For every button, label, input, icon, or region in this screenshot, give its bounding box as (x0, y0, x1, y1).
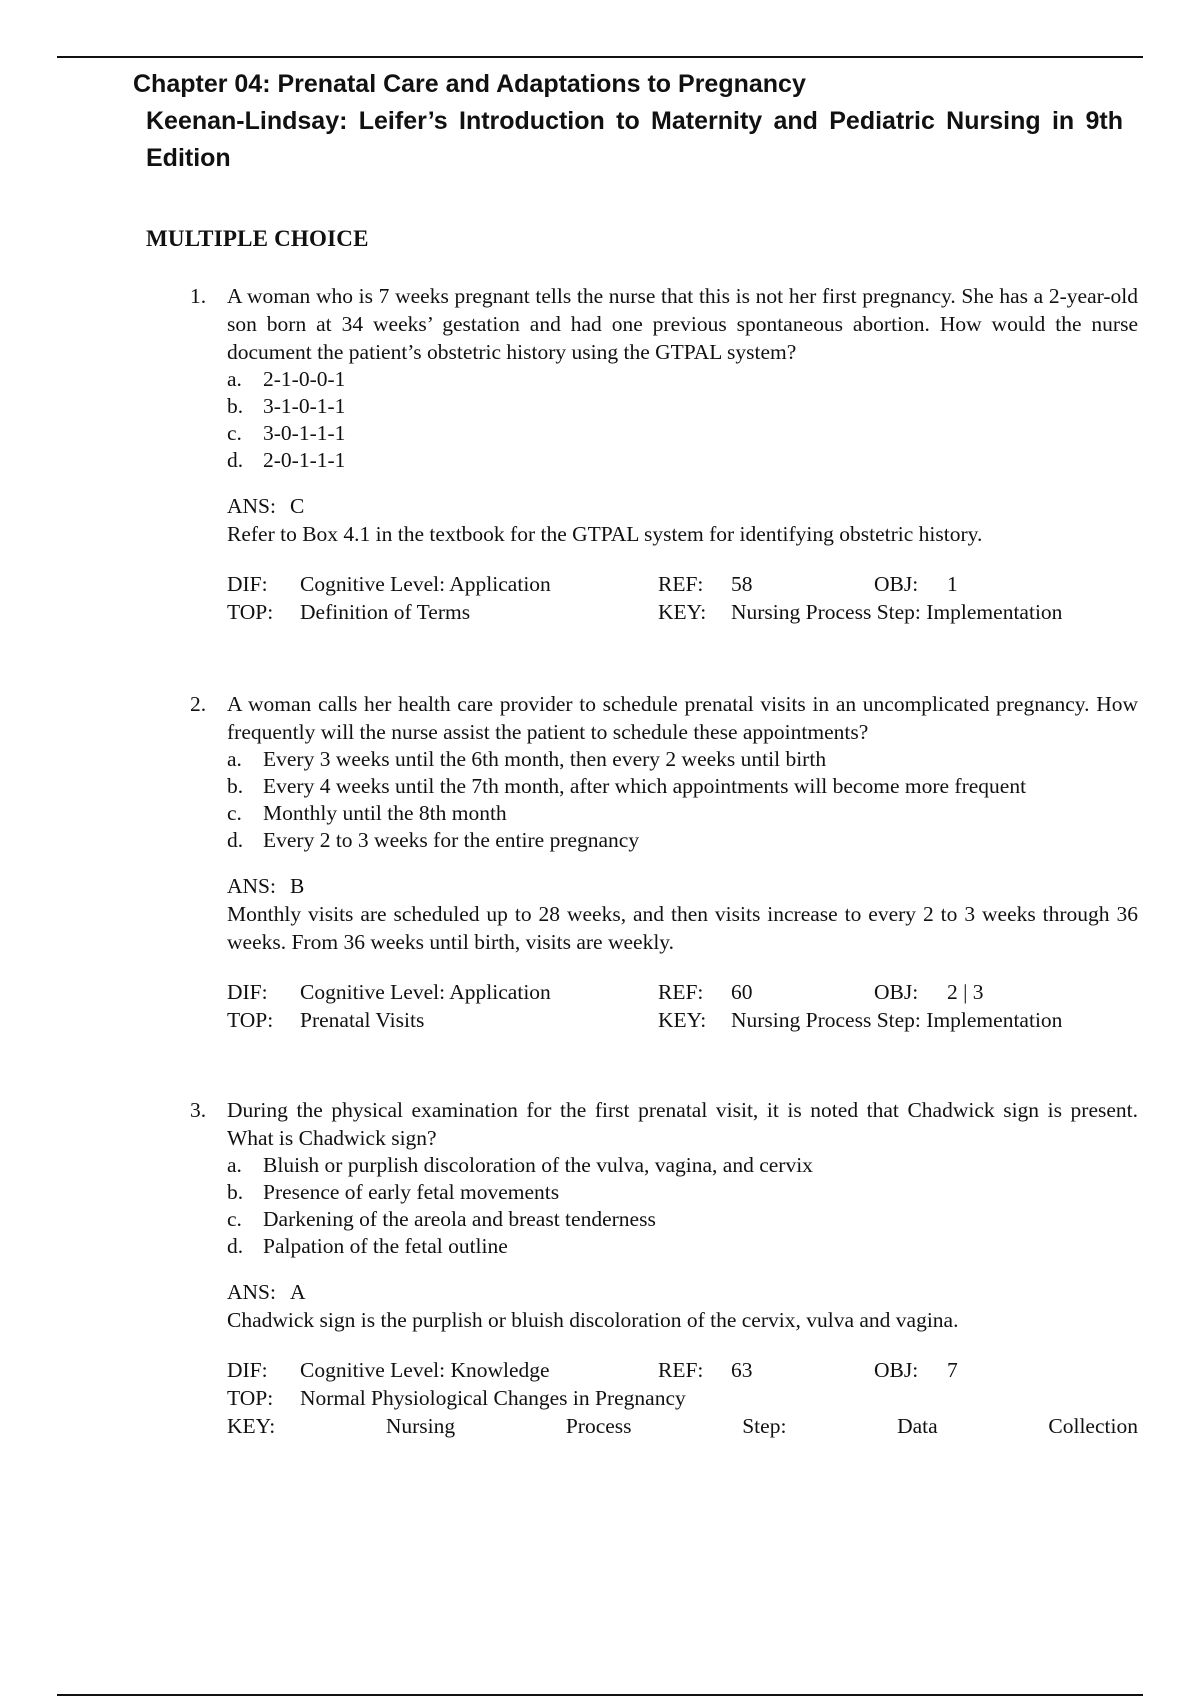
question-3 (190, 1096, 1138, 1440)
top-label: TOP: (227, 1386, 274, 1410)
answer-block (190, 872, 1138, 956)
option-text: 2-0-1-1-1 (263, 448, 346, 472)
top-value: Prenatal Visits (300, 1008, 425, 1032)
section-heading: MULTIPLE CHOICE (146, 226, 369, 251)
option-d (227, 827, 1138, 854)
answer-options (190, 366, 1138, 474)
obj-value: 2 | 3 (947, 980, 984, 1004)
question-1 (190, 282, 1138, 626)
ans-label: ANS: (227, 874, 276, 898)
option-b (227, 393, 1138, 420)
answer-line (227, 492, 1138, 520)
obj-label: OBJ: (874, 572, 919, 596)
dif-label: DIF: (227, 980, 268, 1004)
meta-row-dif (227, 1356, 1138, 1384)
option-letter: d. (227, 448, 244, 472)
option-text: Every 2 to 3 weeks for the entire pregnancy (263, 828, 640, 852)
key-label: KEY: (227, 1414, 276, 1438)
option-text: Monthly until the 8th month (263, 801, 507, 825)
answer-options (190, 746, 1138, 854)
option-b (227, 1179, 1138, 1206)
option-text: Bluish or purplish discoloration of the vulva, vagina, and cervix (263, 1153, 813, 1177)
question-text: During the physical examination for the first prenatal visit, it is noted that Chadwick sign is present. What is Chadwick sign? (227, 1098, 1138, 1150)
question-stem (190, 690, 1138, 746)
book-subtitle: Keenan-Lindsay: Leifer’s Introduction to Maternity and Pediatric Nursing in 9th Edition (146, 107, 1123, 172)
question-stem (190, 1096, 1138, 1152)
answer-value: A (289, 1280, 306, 1304)
option-c (227, 1206, 1138, 1233)
question-2 (190, 690, 1138, 1034)
option-letter: b. (227, 1180, 244, 1204)
question-number: 1. (190, 284, 207, 308)
option-text: 3-0-1-1-1 (263, 421, 346, 445)
option-a (227, 746, 1138, 773)
option-letter: d. (227, 828, 244, 852)
question-number: 3. (190, 1098, 207, 1122)
rationale: Chadwick sign is the purplish or bluish discoloration of the cervix, vulva and vagina. (227, 1308, 959, 1332)
option-text: 3-1-0-1-1 (263, 394, 346, 418)
question-stem (190, 282, 1138, 366)
top-rule (57, 56, 1143, 58)
ans-label: ANS: (227, 1280, 276, 1304)
rationale: Monthly visits are scheduled up to 28 weeks, and then visits increase to every 2 to 3 weeks through 36 weeks. From 36 weeks until birth, visits are weekly. (227, 902, 1138, 954)
obj-label: OBJ: (874, 1358, 919, 1382)
key-word: Process (565, 1414, 632, 1438)
option-letter: a. (227, 747, 242, 771)
option-letter: b. (227, 774, 244, 798)
option-letter: c. (227, 801, 242, 825)
key-word: Step: (742, 1414, 787, 1438)
option-letter: c. (227, 1207, 242, 1231)
question-metadata (190, 1356, 1138, 1440)
key-word: Data (897, 1414, 938, 1438)
key-label: KEY: (658, 600, 707, 624)
question-text: A woman who is 7 weeks pregnant tells the nurse that this is not her first pregnancy. She has a 2-year-old son born at 34 weeks’ gestation and had one previous spontaneous abortion. How would the nurse document the patient’s obstetric history using the GTPAL system? (227, 284, 1138, 364)
answer-line (227, 872, 1138, 900)
answer-block (190, 1278, 1138, 1334)
option-b (227, 773, 1103, 800)
option-a (227, 366, 1138, 393)
question-metadata (190, 570, 1138, 626)
option-text: Every 4 weeks until the 7th month, after which appointments will become more frequent (263, 774, 1027, 798)
ref-label: REF: (658, 1358, 704, 1382)
dif-value: Cognitive Level: Knowledge (300, 1358, 550, 1382)
ref-value: 60 (731, 980, 753, 1004)
ref-value: 58 (731, 572, 753, 596)
option-letter: a. (227, 1153, 242, 1177)
ref-value: 63 (731, 1358, 753, 1382)
ans-label: ANS: (227, 494, 276, 518)
answer-value: C (289, 494, 305, 518)
option-c (227, 800, 1138, 827)
dif-label: DIF: (227, 572, 268, 596)
obj-label: OBJ: (874, 980, 919, 1004)
option-text: Darkening of the areola and breast tenderness (263, 1207, 656, 1231)
bottom-rule (57, 1694, 1143, 1696)
answer-line (227, 1278, 1138, 1306)
option-text: Presence of early fetal movements (263, 1180, 560, 1204)
option-d (227, 447, 1138, 474)
ref-label: REF: (658, 980, 704, 1004)
meta-row-top (227, 598, 1138, 626)
option-c (227, 420, 1138, 447)
top-value: Normal Physiological Changes in Pregnancy (300, 1386, 686, 1410)
obj-value: 1 (947, 572, 958, 596)
top-label: TOP: (227, 1008, 274, 1032)
meta-row-dif (227, 978, 1138, 1006)
meta-row-top (227, 1006, 1138, 1034)
option-letter: d. (227, 1234, 244, 1258)
dif-label: DIF: (227, 1358, 268, 1382)
key-label: KEY: (658, 1008, 707, 1032)
option-text: Palpation of the fetal outline (263, 1234, 508, 1258)
chapter-title: Chapter 04: Prenatal Care and Adaptations to Pregnancy (133, 70, 806, 98)
obj-value: 7 (947, 1358, 958, 1382)
answer-value: B (289, 874, 305, 898)
key-word: Collection (1048, 1414, 1138, 1438)
meta-row-dif (227, 570, 1138, 598)
top-label: TOP: (227, 600, 274, 624)
option-a (227, 1152, 1138, 1179)
rationale: Refer to Box 4.1 in the textbook for the GTPAL system for identifying obstetric history. (227, 522, 983, 546)
option-text: 2-1-0-0-1 (263, 367, 346, 391)
key-value: Nursing Process Step: Implementation (731, 1008, 1063, 1032)
meta-row-top (227, 1384, 1138, 1412)
option-d (227, 1233, 1138, 1260)
option-letter: b. (227, 394, 244, 418)
dif-value: Cognitive Level: Application (300, 980, 551, 1004)
question-metadata (190, 978, 1138, 1034)
key-value: Nursing Process Step: Implementation (731, 600, 1063, 624)
meta-row-key (227, 1412, 1138, 1440)
option-text: Every 3 weeks until the 6th month, then every 2 weeks until birth (263, 747, 827, 771)
question-number: 2. (190, 692, 207, 716)
option-letter: c. (227, 421, 242, 445)
key-word: Nursing (385, 1414, 456, 1438)
answer-options (190, 1152, 1138, 1260)
ref-label: REF: (658, 572, 704, 596)
question-text: A woman calls her health care provider to schedule prenatal visits in an uncomplicated pregnancy. How frequently will the nurse assist the patient to schedule these appointments? (227, 692, 1138, 744)
option-letter: a. (227, 367, 242, 391)
top-value: Definition of Terms (300, 600, 471, 624)
dif-value: Cognitive Level: Application (300, 572, 551, 596)
answer-block (190, 492, 1138, 548)
document-header (133, 66, 1123, 177)
